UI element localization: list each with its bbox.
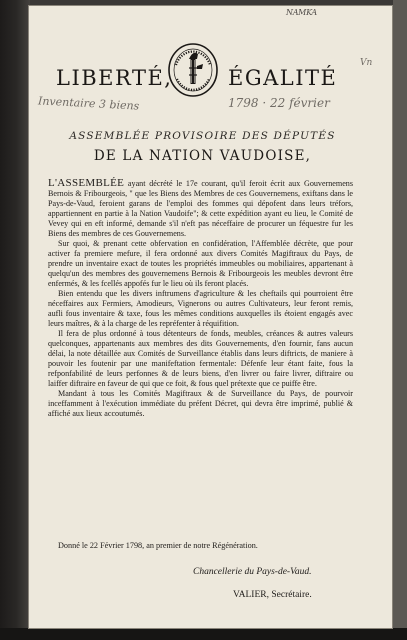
decree-body [48,178,353,419]
republic-seal-icon [167,42,219,98]
heading-nation: DE LA NATION VAUDOISE, [93,148,312,164]
motto-egalite: ÉGALITÉ [228,66,338,90]
handwritten-note-left: Inventaire 3 biens [37,94,140,113]
motto-liberte: LIBERTÉ, [56,66,173,90]
scan-margin-bottom [0,628,407,640]
paragraph-1-text: ayant décrété le 17e courant, qu'il feroit écrit aux Gouvernemens Bernois & Fribourgeois, " que les Biens des Membres de ces Gouvernemens, exiftans dans le Pays-de-Vaud, feroient garans de l'emploi des fommes qui dépofent dans leurs tréfors, appartiennent en partie à la Nation Vaudoife"; & cette expédition ayant eu lieu, le Comité de Vevey qui en eft informé, demande s'il n'eft pas néceffaire de procurer un féquestre fur les Biens des membres de ces Gouvernemens. [48,179,353,238]
handwritten-note-right: 1798 · 22 février [228,96,330,110]
scan-margin-left [0,0,30,640]
paragraph-4: Il fera de plus ordonné à tous détenteurs de fonds, meubles, créances & autres valeurs quelconques, appartenants aux membres des dits Gouvernements, d'en fournir, fans aucun délai, la note détaillée aux Comités de Surveillance établis dans leurs diftricts, de maniere à pouvoir les foutenir par une manifeftation fermentale: Défenfe leur étant faite, fous la refponfabilité de leurs perfonnes & de leurs biens, d'en livrer ou faire livrer, diftraire ou laiffer diftraire en faveur de qui que ce foit, & fous quel prétexte que ce puiffe être. [48,329,353,388]
margin-mark: Vn [360,58,373,68]
archive-stamp: NAMKA [286,8,317,17]
scan-margin-right [393,0,407,640]
paragraph-3: Bien entendu que les divers inftrumens d'agriculture & les cheftails qui pourroient être néceffaires aux Fermiers, Amodieurs, Vignerons ou autres Cultivateurs, leur feront remis, aufli fous inventaire & taxe, fous les mêmes conditions auxquelles ils étoient engagés avec leurs maîtres, & à la charge de les repréfenter à réquifition. [48,289,353,328]
signature-line: VALIER, Secrétaire. [233,590,312,600]
heading-assembly: ASSEMBLÉE PROVISOIRE DES DÉPUTÉS [69,130,336,142]
paragraph-1-opening: L'ASSEMBLÉE [48,177,125,189]
paragraph-1 [48,178,353,239]
paragraph-5: Mandant à tous les Comités Magiftraux & de Surveillance du Pays, de pourvoir inceffamment à l'exécution immédiate du préfent Décret, qui devra être imprimé, publié & affiché aux lieux accoutumés. [48,389,353,418]
paragraph-2: Sur quoi, & prenant cette obfervation en confidération, l'Affemblée décrète, que pour activer fa premiere mefure, il fera ordonné aux divers Comités Magiftraux du Pays, de prendre un inventaire exact de toutes les propriétés immeubles ou mobiliaires, appartenant à quelqu'un des membres des gouvernemens Bernois & Fribourgeois les meubles devront être enfermés, & les fcellés appofés fur le lieu où ils feront placés. [48,239,353,288]
date-line: Donné le 22 Février 1798, an premier de notre Régénération. [58,541,258,550]
chancellerie-line: Chancellerie du Pays-de-Vaud. [193,567,312,577]
